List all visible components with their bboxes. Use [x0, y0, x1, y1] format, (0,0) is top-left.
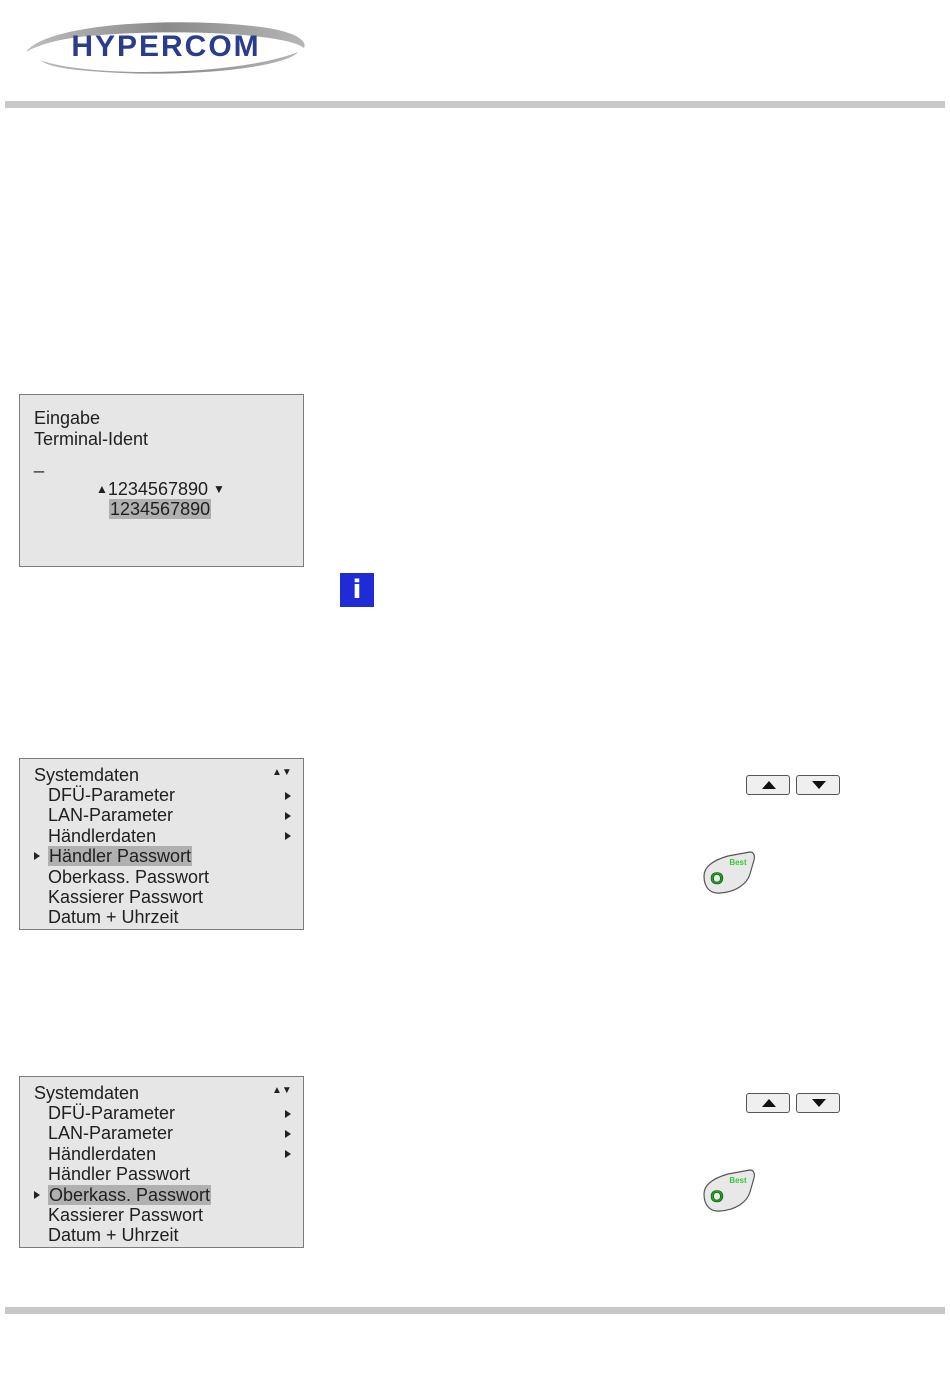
submenu-arrow-icon: [285, 1130, 291, 1138]
screen-line-terminal-ident: Terminal-Ident: [34, 429, 149, 449]
arrow-up-key-icon: [746, 775, 790, 795]
submenu-arrow-icon: [285, 1150, 291, 1158]
submenu-arrow-icon: [285, 1110, 291, 1118]
selection-pointer-icon: [34, 1191, 40, 1199]
menu-item-dfue-parameter[interactable]: DFÜ-Parameter: [48, 785, 176, 805]
menu-item-haendlerdaten[interactable]: Händlerdaten: [48, 1144, 157, 1164]
footer-divider: [5, 1307, 945, 1314]
ok-key-symbol: O: [710, 1187, 724, 1206]
current-value: 1234567890: [107, 479, 208, 499]
ok-key-label: Best: [729, 1176, 747, 1185]
hypercom-logo: [18, 18, 310, 76]
menu-item-haendler-passwort[interactable]: Händler Passwort: [48, 1164, 191, 1184]
menu-item-lan-parameter[interactable]: LAN-Parameter: [48, 805, 174, 825]
arrow-down-key-icon: [796, 1093, 840, 1113]
terminal-screen-ident-entry: [19, 394, 304, 567]
terminal-screen-systemdaten-haendler: [19, 758, 304, 930]
menu-title: Systemdaten: [34, 1083, 140, 1103]
menu-item-kassierer-passwort[interactable]: Kassierer Passwort: [48, 887, 204, 907]
submenu-arrow-icon: [285, 832, 291, 840]
input-cursor: _: [34, 453, 45, 473]
ok-key-symbol: O: [710, 869, 724, 888]
scroll-up-icon: ▲: [96, 482, 108, 496]
menu-item-oberkass-passwort[interactable]: Oberkass. Passwort: [49, 1185, 211, 1205]
scroll-updown-icon: ▲▼: [272, 1085, 292, 1096]
selection-pointer-icon: [34, 852, 40, 860]
submenu-arrow-icon: [285, 792, 291, 800]
menu-item-kassierer-passwort[interactable]: Kassierer Passwort: [48, 1205, 204, 1225]
submenu-arrow-icon: [285, 812, 291, 820]
menu-item-haendlerdaten[interactable]: Händlerdaten: [48, 826, 157, 846]
selected-value: [109, 499, 211, 519]
value-selector: [96, 479, 225, 499]
ok-key-icon: [700, 850, 756, 896]
menu-item-haendler-passwort[interactable]: Händler Passwort: [49, 846, 192, 866]
menu-item-oberkass-passwort[interactable]: Oberkass. Passwort: [48, 867, 210, 887]
arrow-up-key-icon: [746, 1093, 790, 1113]
menu-item-datum-uhrzeit[interactable]: Datum + Uhrzeit: [48, 1225, 179, 1245]
scroll-updown-icon: ▲▼: [272, 767, 292, 778]
logo-wordmark: HYPERCOM: [71, 30, 261, 63]
arrow-down-key-icon: [796, 775, 840, 795]
screen-line-eingabe: Eingabe: [34, 408, 101, 428]
info-icon: i: [340, 573, 374, 607]
terminal-screen-systemdaten-oberkass: [19, 1076, 304, 1248]
ok-key-icon: [700, 1168, 756, 1214]
menu-item-datum-uhrzeit[interactable]: Datum + Uhrzeit: [48, 907, 179, 927]
menu-title: Systemdaten: [34, 765, 140, 785]
menu-item-lan-parameter[interactable]: LAN-Parameter: [48, 1123, 174, 1143]
ok-key-label: Best: [729, 858, 747, 867]
selected-value-text: 1234567890: [110, 499, 211, 519]
scroll-down-icon: ▼: [213, 482, 225, 496]
menu-item-dfue-parameter[interactable]: DFÜ-Parameter: [48, 1103, 176, 1123]
header-divider: [5, 101, 945, 108]
